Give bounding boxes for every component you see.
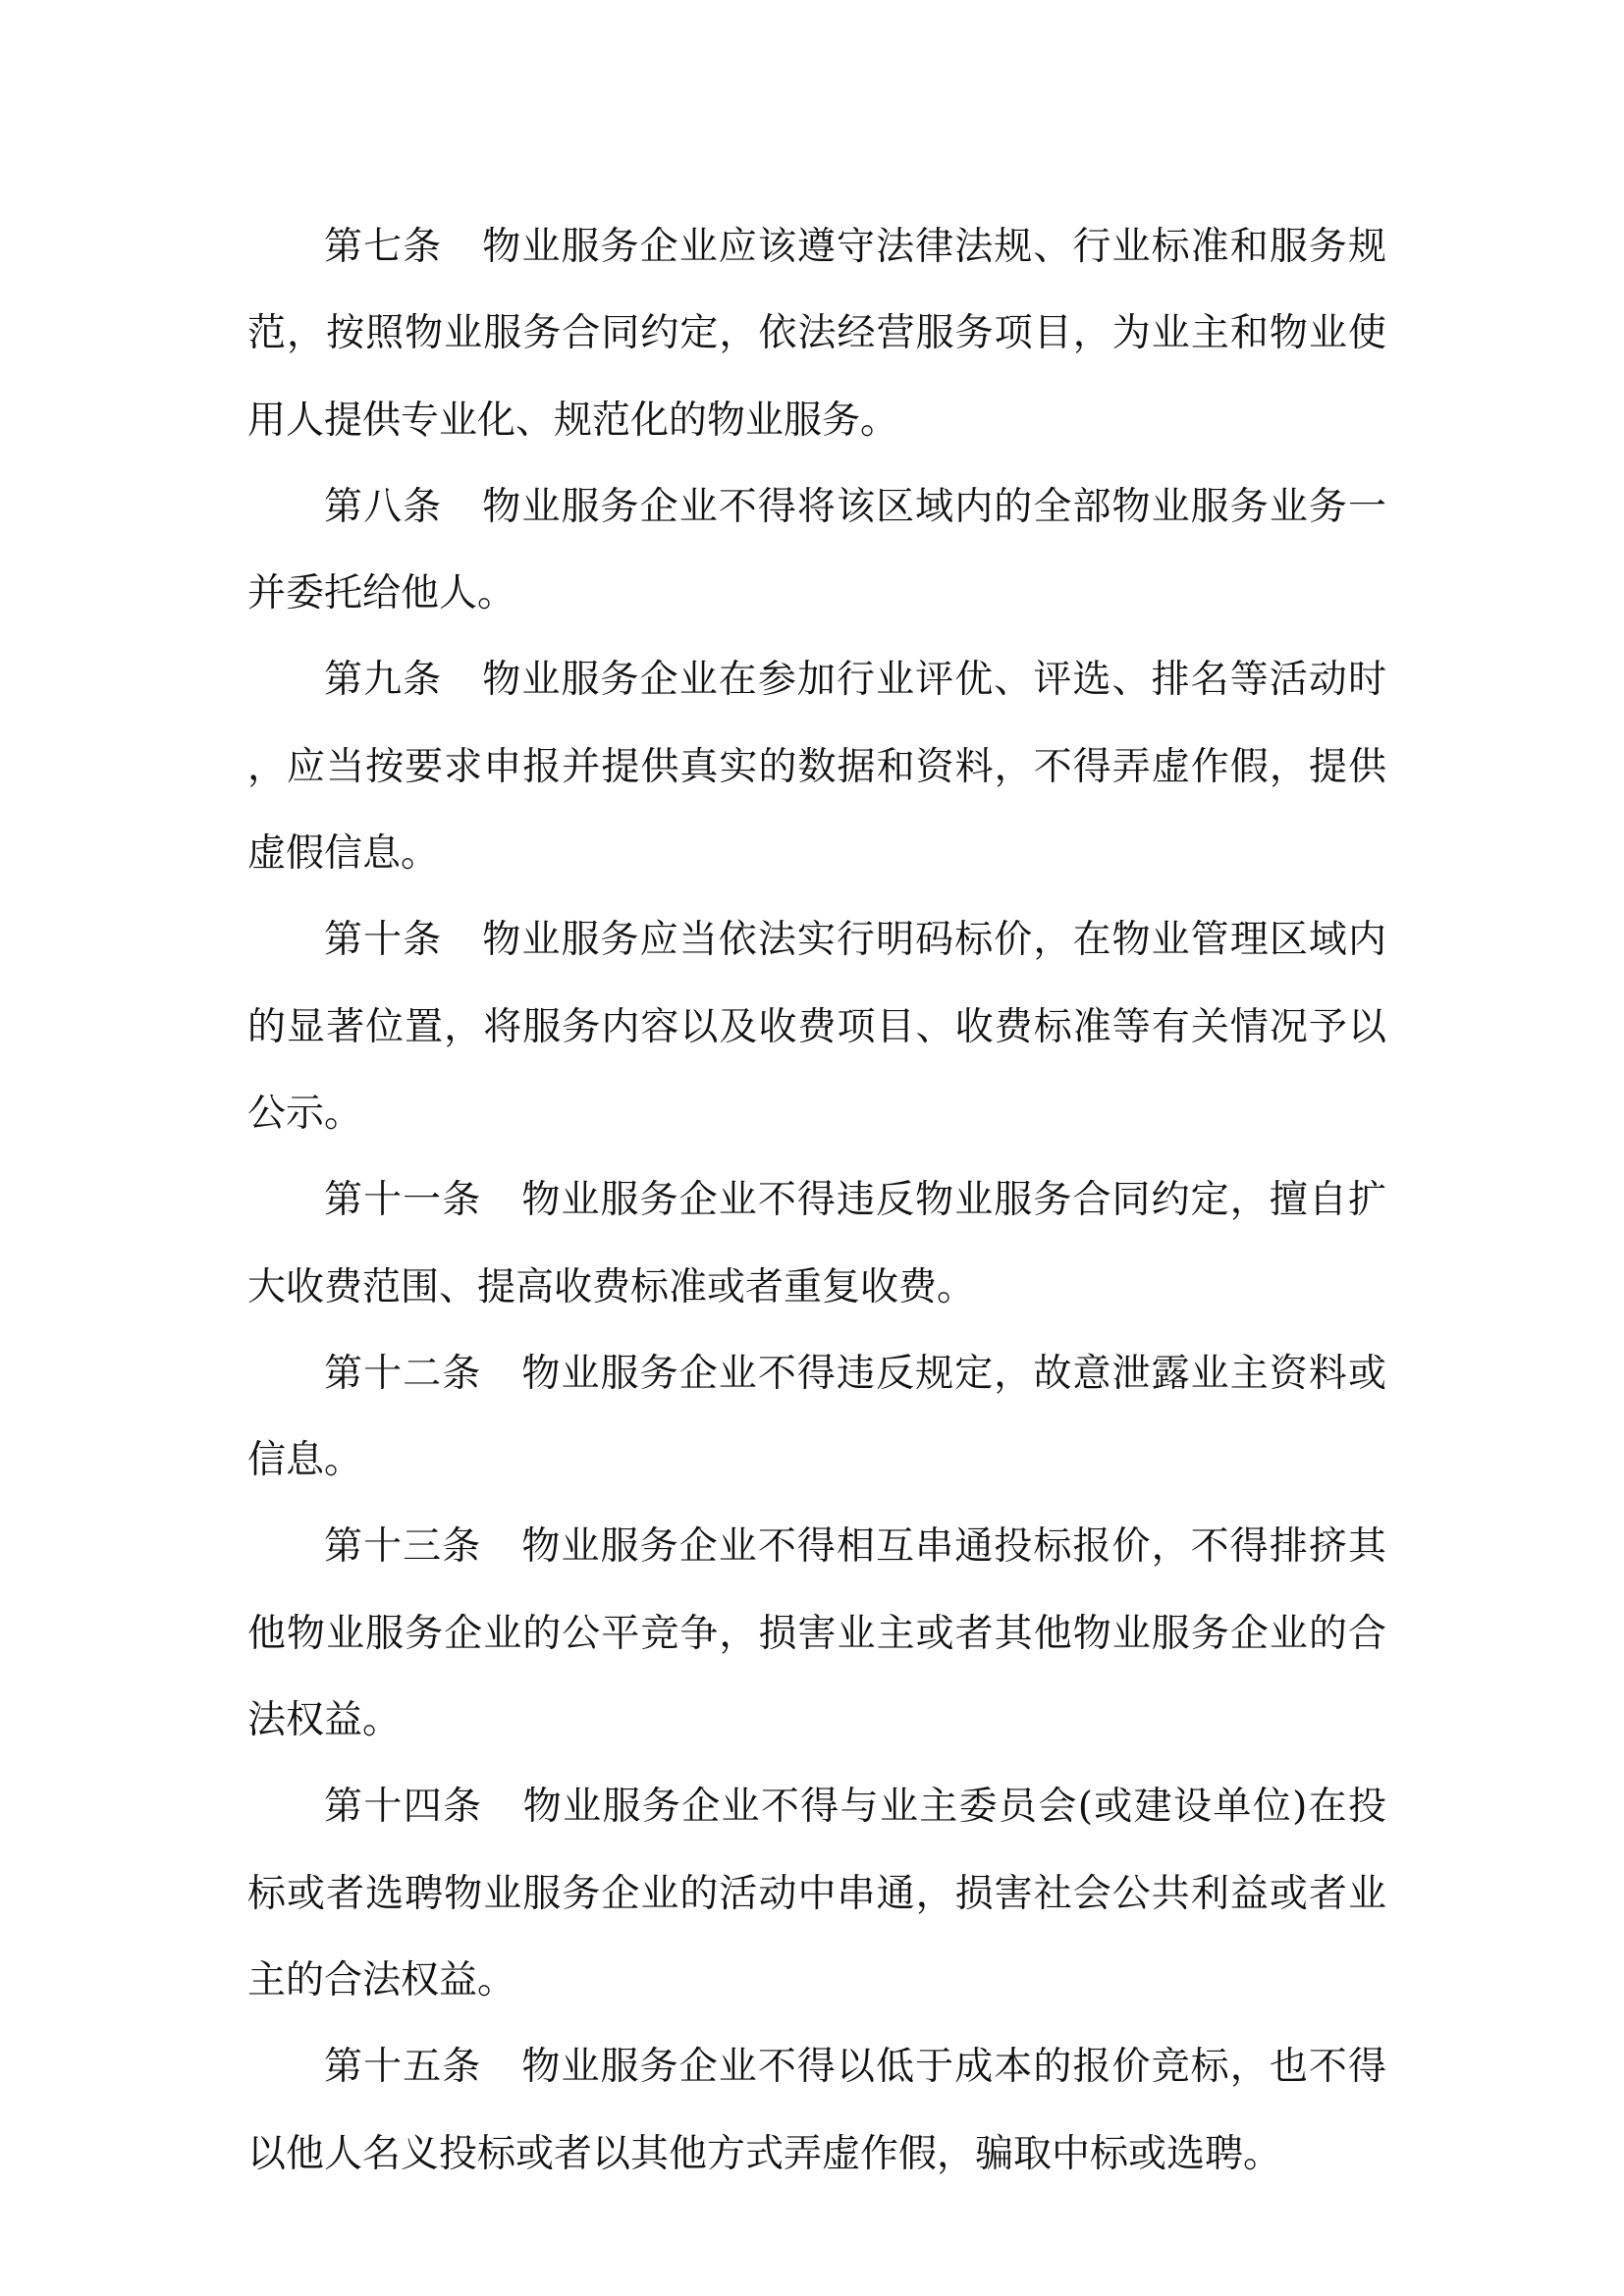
article-number: 第七条 (324, 225, 443, 269)
article-number: 第十二条 (324, 1351, 482, 1396)
article-14 (247, 1764, 1386, 2024)
article-7 (247, 204, 1386, 464)
article-8 (247, 464, 1386, 638)
article-number: 第十一条 (324, 1178, 482, 1223)
article-number: 第八条 (324, 484, 443, 529)
article-15 (247, 2024, 1386, 2198)
article-11 (247, 1157, 1386, 1331)
article-13 (247, 1504, 1386, 1764)
article-9 (247, 637, 1386, 897)
article-number: 第十条 (324, 918, 443, 963)
article-text: 物业服务应当依法实行明码标价，在物业管理区域内的显著位置，将服务内容以及收费项目、收费标准等有关情况予以公示。 (247, 918, 1386, 1136)
article-12 (247, 1331, 1386, 1505)
document-body (247, 204, 1386, 2198)
article-text: 物业服务企业不得相互串通投标报价，不得排挤其他物业服务企业的公平竞争，损害业主或者其他物业服务企业的合法权益。 (247, 1524, 1386, 1743)
article-number: 第十三条 (324, 1524, 482, 1570)
article-text: 物业服务企业不得以低于成本的报价竞标，也不得以他人名义投标或者以其他方式弄虚作假，骗取中标或选聘。 (247, 2045, 1386, 2176)
article-number: 第十四条 (324, 1785, 483, 1830)
article-10 (247, 897, 1386, 1157)
article-text: 物业服务企业应该遵守法律法规、行业标准和服务规范，按照物业服务合同约定，依法经营服务项目，为业主和物业使用人提供专业化、规范化的物业服务。 (247, 225, 1386, 443)
article-text: 物业服务企业不得与业主委员会(或建设单位)在投标或者选聘物业服务企业的活动中串通，损害社会公共利益或者业主的合法权益。 (247, 1785, 1386, 2002)
article-text: 物业服务企业不得将该区域内的全部物业服务业务一并委托给他人。 (247, 484, 1386, 616)
article-number: 第十五条 (324, 2045, 482, 2090)
article-text: 物业服务企业不得违反物业服务合同约定，擅自扩大收费范围、提高收费标准或者重复收费。 (247, 1178, 1386, 1309)
article-number: 第九条 (324, 658, 443, 703)
article-text: 物业服务企业在参加行业评优、评选、排名等活动时，应当按要求申报并提供真实的数据和资料，不得弄虚作假，提供虚假信息。 (247, 658, 1386, 877)
article-text: 物业服务企业不得违反规定，故意泄露业主资料或信息。 (247, 1351, 1386, 1483)
